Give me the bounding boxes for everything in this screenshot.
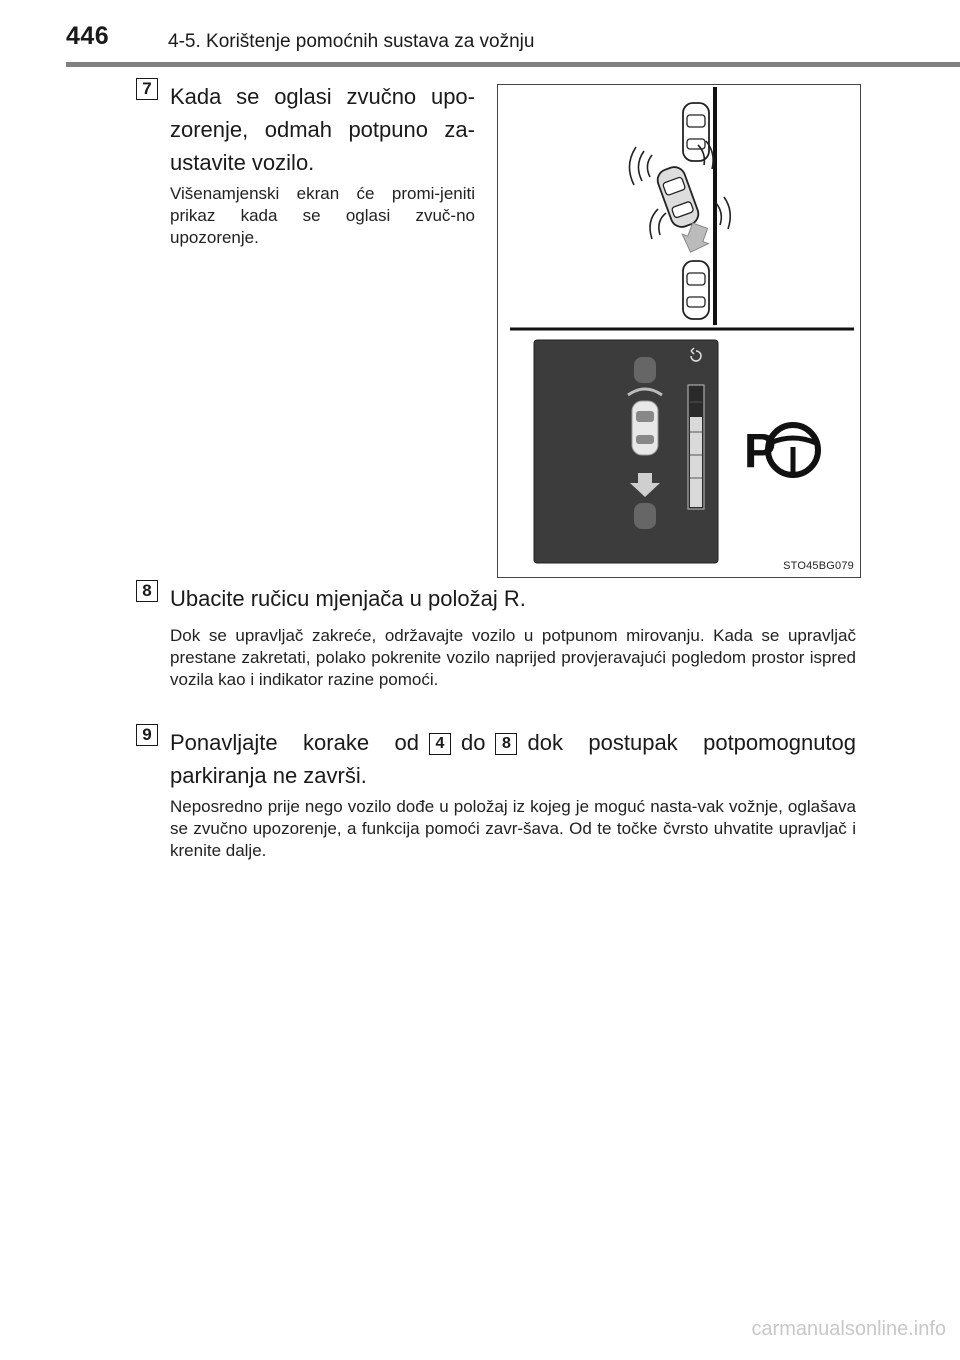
- parked-car-rear-icon: [683, 261, 709, 319]
- section-title: 4-5. Korištenje pomoćnih sustava za vožnju: [168, 31, 535, 52]
- step-7-body: Višenamjenski ekran će promi-jeniti prikaz kada se oglasi zvuč-no upozorenje.: [170, 184, 475, 247]
- parking-steering-icon: [744, 425, 818, 478]
- step-9-heading-part3: dok postupak potpomognutog parkiranja ne završi.: [170, 730, 857, 788]
- step-badge-8: 8: [136, 580, 158, 602]
- step-9-heading-part2: do: [461, 730, 486, 755]
- step-7-heading: Kada se oglasi zvučno upo-zorenje, odmah potpuno za-ustavite vozilo.: [170, 84, 475, 175]
- step-ref-from[interactable]: 4: [429, 733, 451, 755]
- page-number: 446: [66, 22, 110, 50]
- step-badge-7: 7: [136, 78, 158, 100]
- assist-level-bar: [688, 385, 704, 509]
- svg-text:P: P: [744, 425, 777, 478]
- figure-code: STO45BG079: [783, 560, 854, 572]
- step-8-heading: Ubacite ručicu mjenjača u položaj R.: [170, 586, 526, 611]
- ghost-car-top-icon: [634, 357, 656, 383]
- step-9-body: Neposredno prije nego vozilo dođe u položaj iz kojeg je moguć nasta-vak vožnje, oglašava se zvučno upozorenje, a funkcija pomoći zavr-šava. Od te točke čvrsto uhvatite upravljač i krenite dalje.: [170, 797, 856, 860]
- ghost-car-bottom-icon: [634, 503, 656, 529]
- step-9-heading-part1: Ponavljajte korake od: [170, 730, 419, 755]
- parking-assist-figure: [497, 84, 861, 578]
- multi-information-display: [534, 340, 818, 563]
- parking-scene: [510, 87, 854, 329]
- maneuvering-car-icon: [655, 164, 702, 230]
- parking-illustration: [498, 85, 859, 576]
- step-8-body: Dok se upravljač zakreće, održavajte vozilo u potpunom mirovanju. Kada se upravljač prestane zakretati, polako pokrenite vozilo naprijed provjeravajući pogledom prostor ispred vozila kao i indikator razine pomoći.: [170, 626, 856, 689]
- step-9-heading: [170, 726, 856, 792]
- step-badge-9: 9: [136, 724, 158, 746]
- watermark: carmanualsonline.info: [751, 1318, 946, 1340]
- step-ref-to[interactable]: 8: [495, 733, 517, 755]
- header-rule: [66, 62, 960, 67]
- parked-car-front-icon: [683, 103, 709, 161]
